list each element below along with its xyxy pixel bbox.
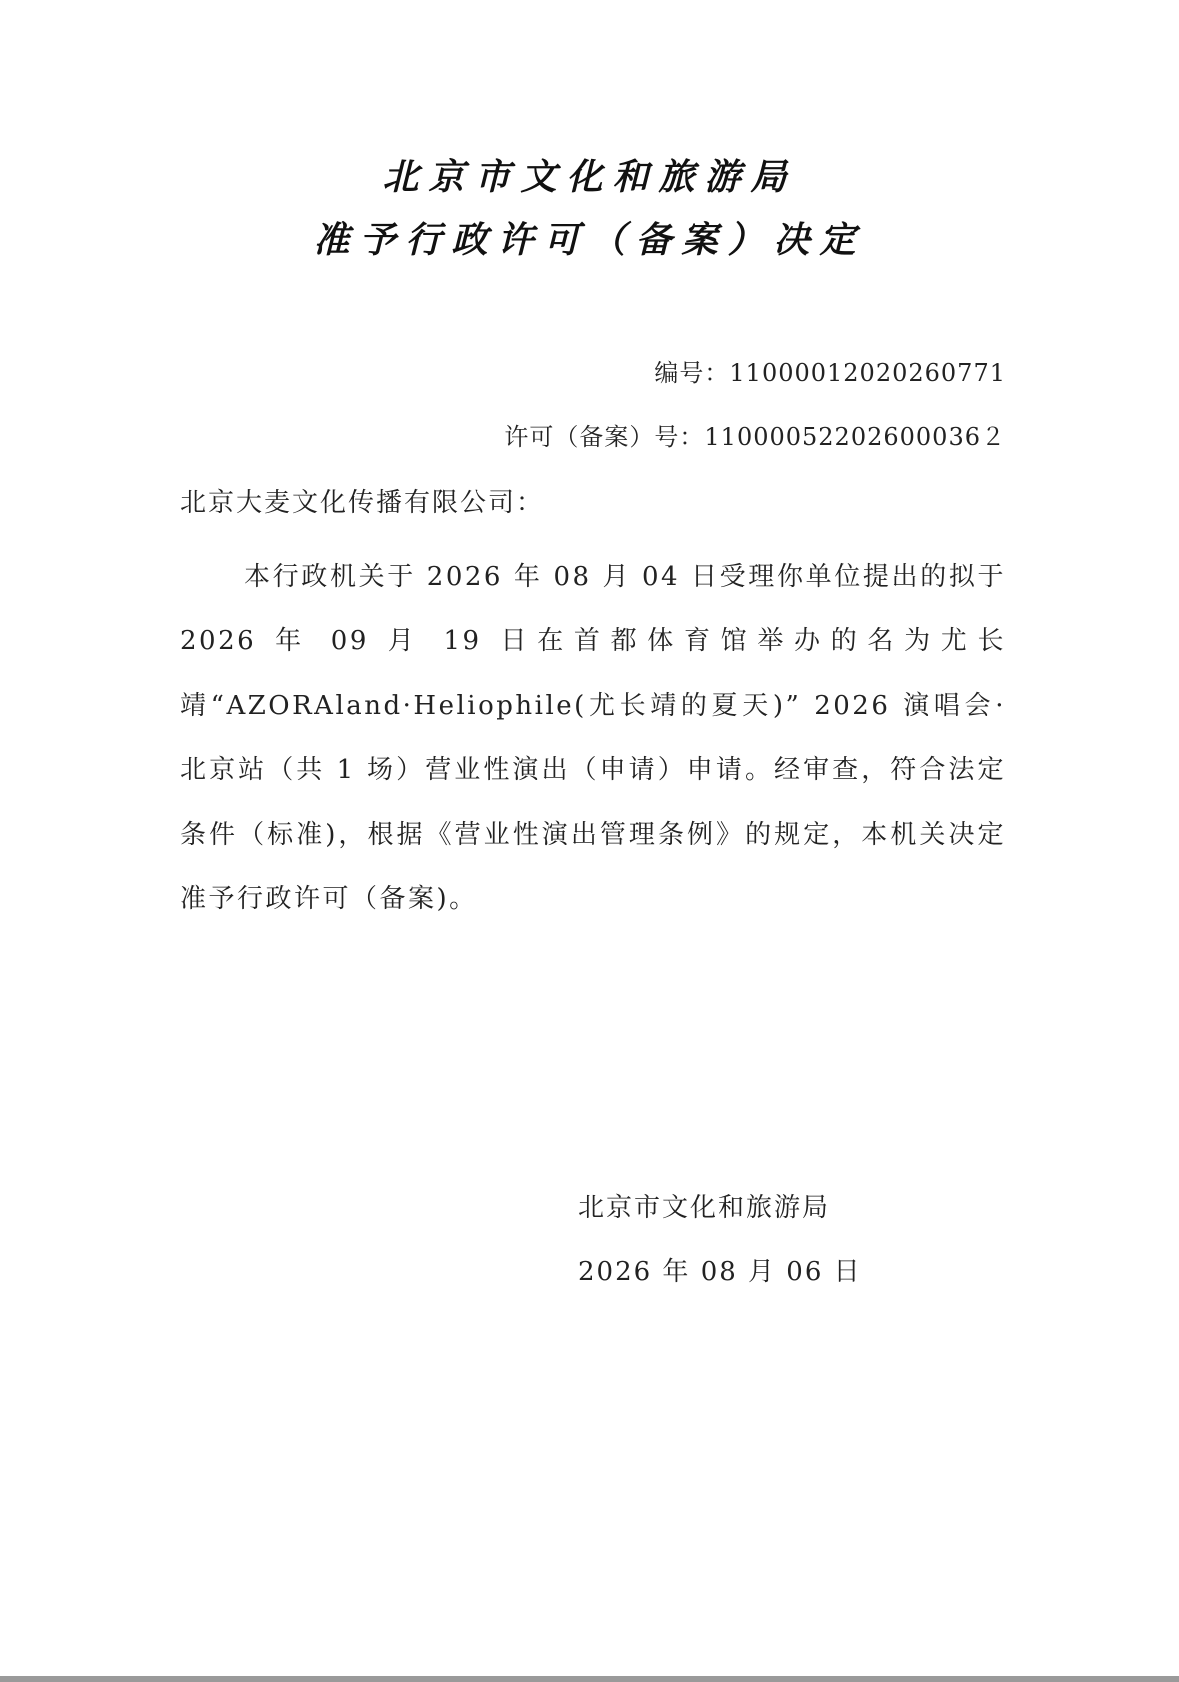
issue-date: 2026 年 08 月 06 日	[578, 1257, 862, 1287]
bottom-divider	[0, 1676, 1179, 1682]
decision-body: 本行政机关于 2026 年 08 月 04 日受理你单位提出的拟于 2026 年 09 月 19 日在首都体育馆举办的名为尤长靖“AZORAland·Heliophile(尤长靖的夏天)” 2026 演唱会·北京站（共 1 场）营业性演出（申请）申请。经审查，符合法定条件（标准)，根据《营业性演出管理条例》的规定，本机关决定准予行政许可（备案)。	[180, 562, 1006, 915]
document-title-decision: 准予行政许可（备案）决定	[313, 219, 866, 261]
issuing-authority: 北京市文化和旅游局	[578, 1193, 831, 1223]
document-number: 编号：11000012020260771	[654, 359, 1006, 387]
permit-number: 许可（备案）号：11000052202600036２	[504, 423, 1006, 451]
document-title-issuer: 北京市文化和旅游局	[382, 156, 797, 198]
addressee: 北京大麦文化传播有限公司：	[180, 488, 545, 518]
